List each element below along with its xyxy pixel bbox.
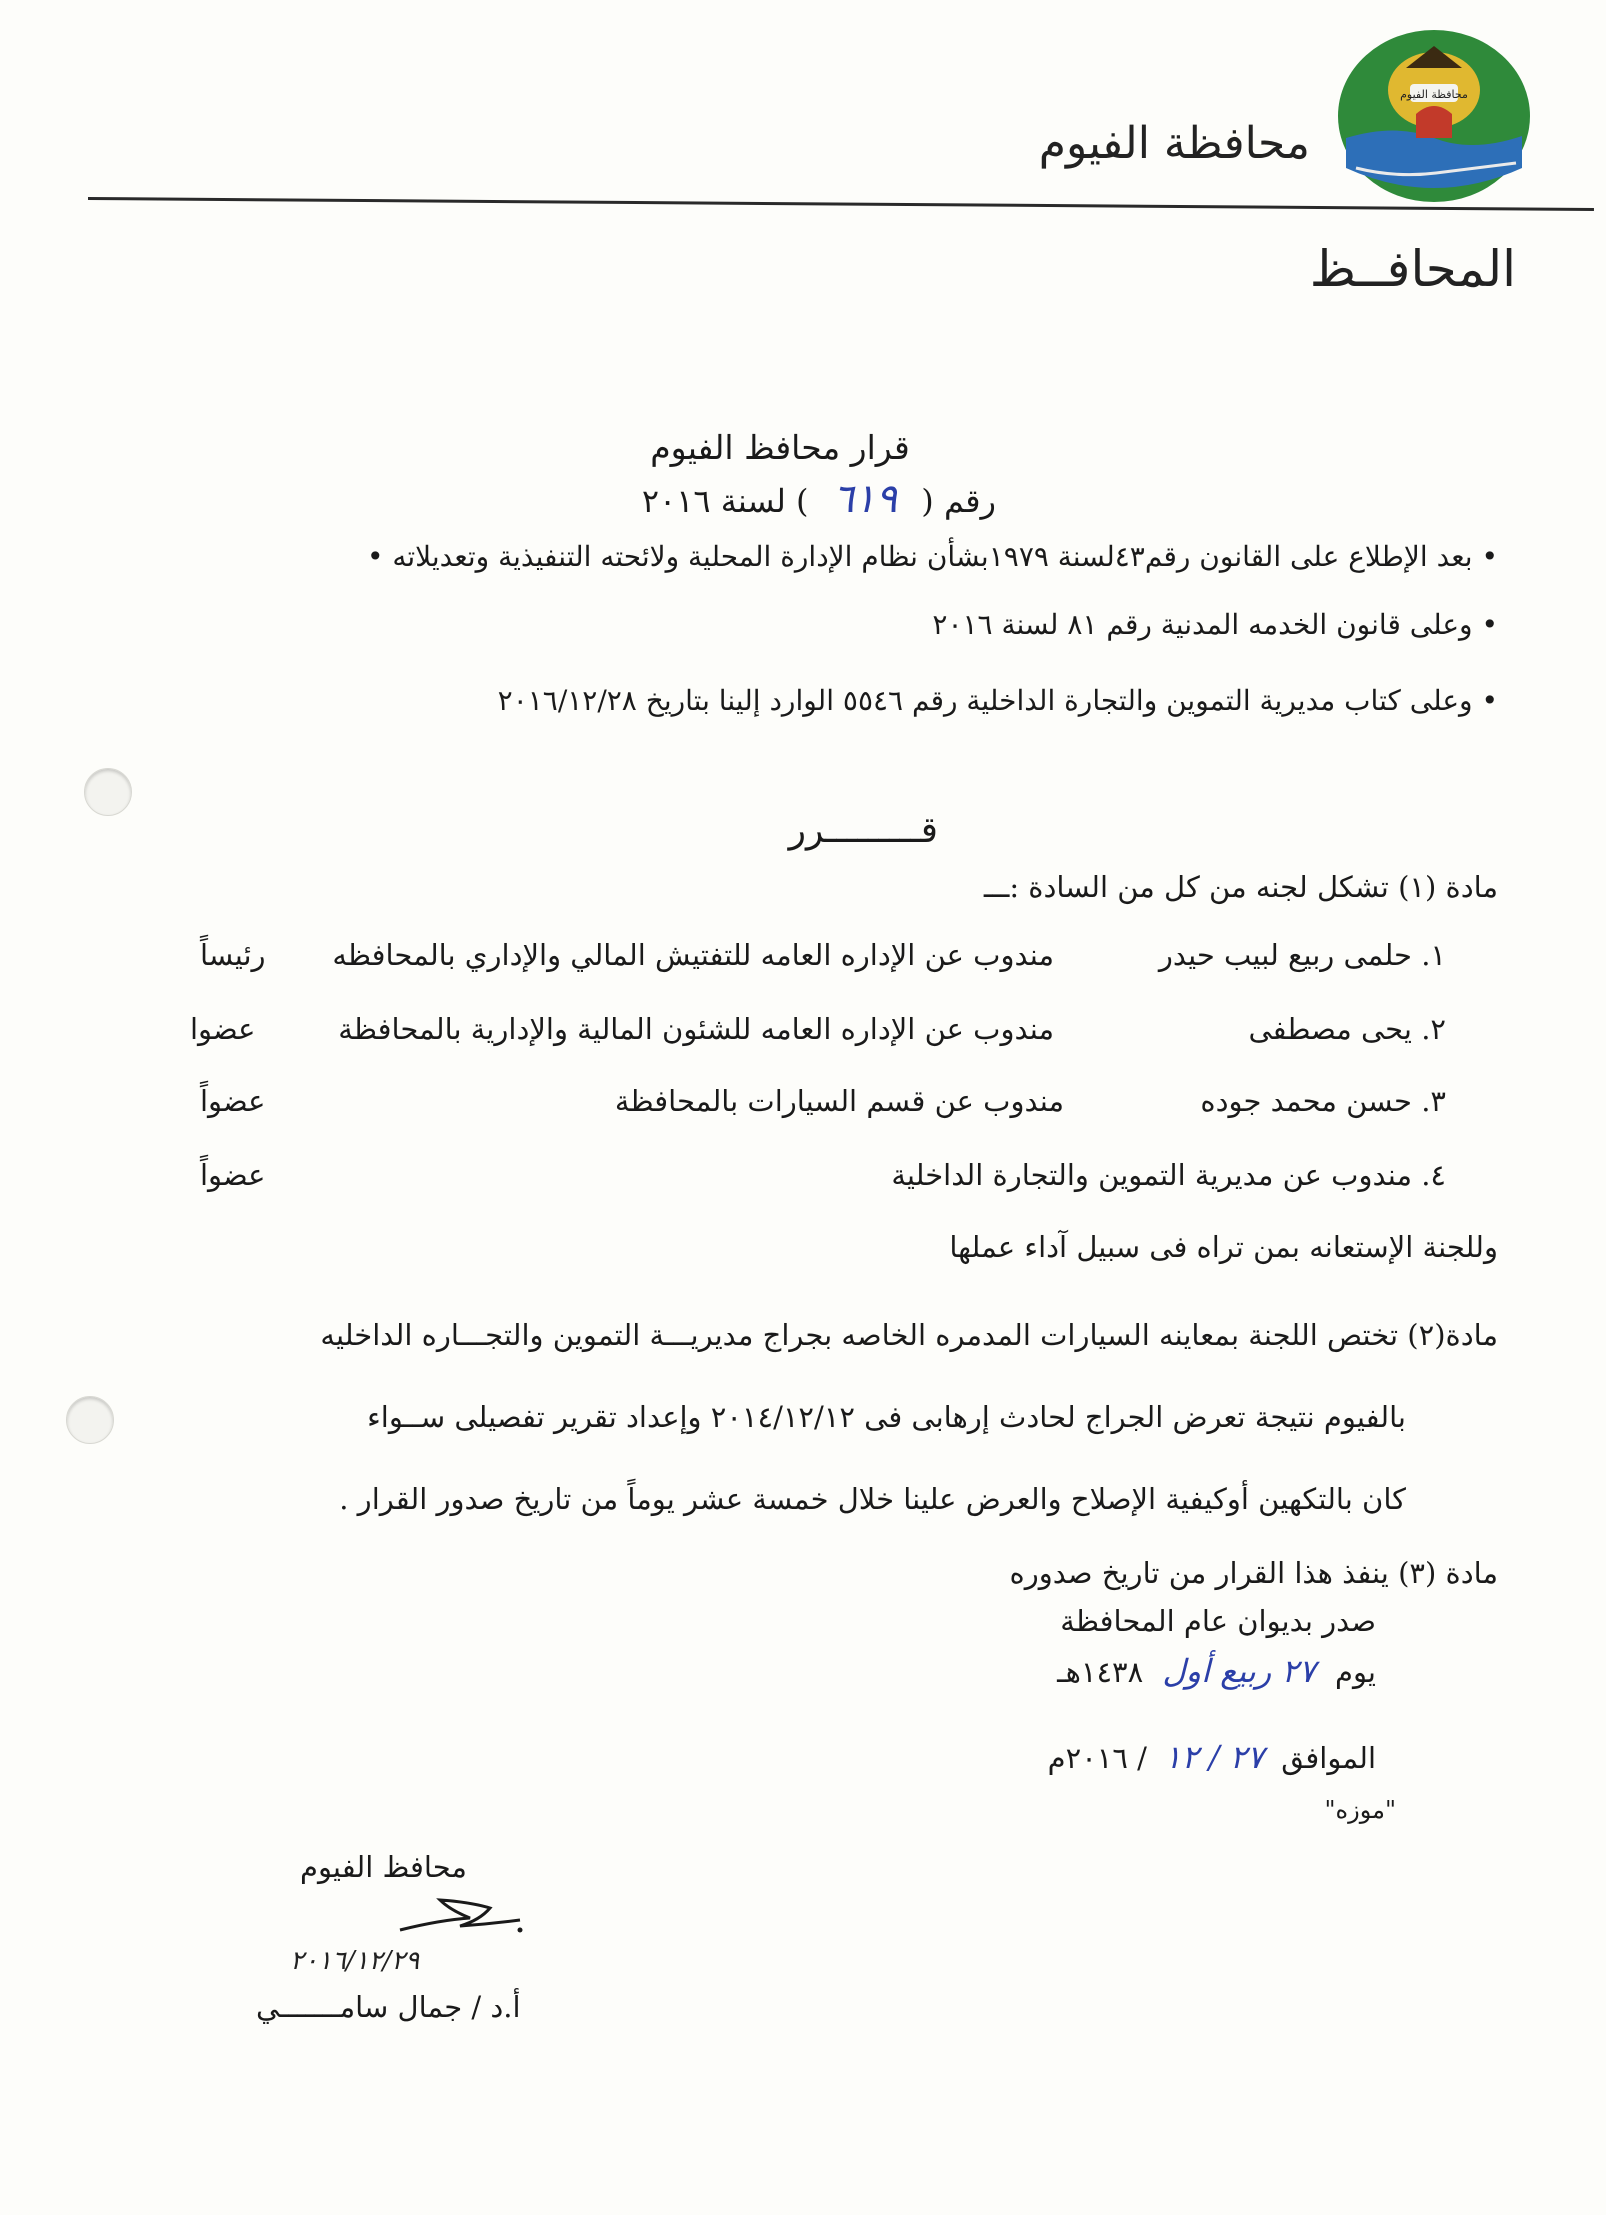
greg-year: / ٢٠١٦م: [1047, 1741, 1147, 1775]
handwritten-signature: [380, 1890, 540, 1950]
greg-prefix: الموافق: [1281, 1741, 1376, 1775]
issued-gregorian: [1048, 1738, 1376, 1776]
member-3-capacity: عضواً: [200, 1084, 266, 1118]
governorate-name: محافظة الفيوم: [1038, 118, 1310, 169]
signature-date: ٢٠١٦/١٢/٢٩: [290, 1946, 420, 1976]
governorate-logo: [1336, 28, 1532, 204]
member-4-name: [891, 1158, 1446, 1192]
member-1-role: مندوب عن الإداره العامه للتفتيش المالي والإداري بالمحافظه: [332, 938, 1054, 972]
article-2-line-3: كان بالتكهين أوكيفية الإصلاح والعرض علينا خلال خمسة عشر يوماً من تاريخ صدور القرار .: [339, 1482, 1406, 1516]
hijri-handwritten: ٢٧ ربيع أول: [1162, 1652, 1316, 1690]
member-4-fullname: مندوب عن مديرية التموين والتجارة الداخلية: [891, 1158, 1412, 1192]
member-4-capacity: عضواً: [200, 1158, 266, 1192]
member-4-num: ٤.: [1421, 1158, 1446, 1192]
member-1-num: ١.: [1421, 938, 1446, 972]
office-title: المحافــظ: [1309, 240, 1516, 298]
member-2-fullname: يحى مصطفى: [1248, 1012, 1412, 1046]
punch-hole-top: [84, 768, 132, 816]
article-3: مادة (٣) ينفذ هذا القرار من تاريخ صدوره: [1009, 1556, 1498, 1590]
member-1-capacity: رئيساً: [200, 938, 266, 972]
article-1-intro: مادة (١) تشكل لجنه من كل من السادة :ـــ: [983, 870, 1498, 904]
decree-number-line: [642, 476, 996, 522]
decree-number-suffix: ) لسنة ٢٠١٦: [641, 482, 809, 520]
article-2-line-1: مادة(٢) تختص اللجنة بمعاينه السيارات المدمره الخاصه بجراج مديريـــة التموين والتجـــاره الداخليه: [320, 1318, 1498, 1352]
issued-hijri: [1057, 1652, 1376, 1690]
member-3-fullname: حسن محمد جوده: [1200, 1084, 1412, 1118]
signatory-name: أ.د / جمال سامـــــــي: [256, 1990, 521, 2024]
punch-hole-bottom: [66, 1396, 114, 1444]
decree-number-handwritten: ٦١٩: [832, 476, 898, 522]
issued-place: صدر بديوان عام المحافظة: [1060, 1604, 1376, 1638]
greg-handwritten: ٢٧ / ١٢: [1164, 1738, 1265, 1776]
member-1-fullname: حلمى ربيع لبيب حيدر: [1158, 938, 1412, 972]
decree-title: قرار محافظ الفيوم: [650, 428, 910, 467]
article-2-line-2: بالفيوم نتيجة تعرض الجراج لحادث إرهابى فى ٢٠١٤/١٢/١٢ وإعداد تقرير تفصيلى ســواء: [367, 1400, 1406, 1434]
member-2-role: مندوب عن الإداره العامه للشئون المالية والإدارية بالمحافظة: [338, 1012, 1054, 1046]
hijri-year: ١٤٣٨هـ: [1057, 1655, 1144, 1689]
member-3-num: ٣.: [1421, 1084, 1446, 1118]
member-2-name: [1248, 1012, 1446, 1046]
decides-heading: قـــــــــرر: [788, 810, 938, 851]
member-2-capacity: عضوا: [190, 1012, 256, 1046]
decree-number-prefix: رقم (: [921, 482, 996, 520]
preamble-line-1: • بعد الإطلاع على القانون رقم٤٣لسنة ١٩٧٩بشأن نظام الإدارة المحلية ولائحته التنفيذية وتعديلاته •: [366, 540, 1498, 573]
member-1-name: [1159, 938, 1446, 972]
member-2-num: ٢.: [1421, 1012, 1446, 1046]
preamble-line-3: • وعلى كتاب مديرية التموين والتجارة الداخلية رقم ٥٥٤٦ الوارد إلينا بتاريخ ٢٠١٦/١٢/٢٨: [497, 684, 1498, 717]
logo-text: محافظة الفيوم: [1400, 88, 1468, 101]
signature-title: محافظ الفيوم: [300, 1850, 467, 1884]
initials: "موزه": [1324, 1796, 1396, 1824]
member-3-role: مندوب عن قسم السيارات بالمحافظة: [614, 1084, 1064, 1118]
preamble-line-2: • وعلى قانون الخدمه المدنية رقم ٨١ لسنة ٢٠١٦: [932, 608, 1498, 641]
article-1-closing: وللجنة الإستعانه بمن تراه فى سبيل آداء عملها: [949, 1230, 1498, 1264]
hijri-prefix: يوم: [1334, 1655, 1376, 1689]
member-3-name: [1200, 1084, 1446, 1118]
